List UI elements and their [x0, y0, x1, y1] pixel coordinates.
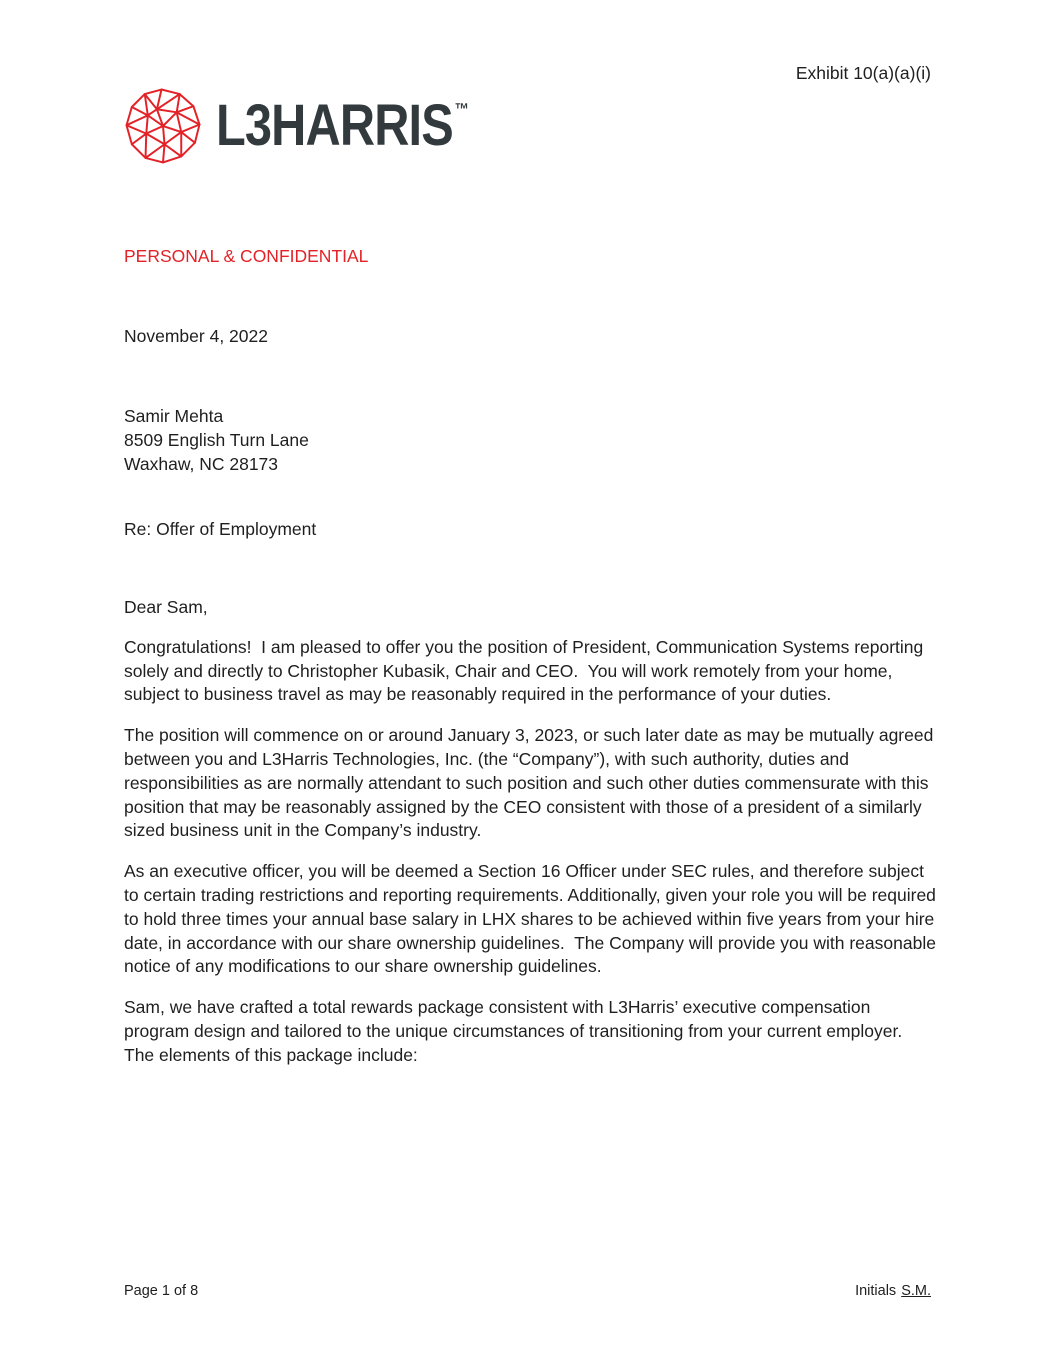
- recipient-address-block: [124, 404, 309, 476]
- geodesic-globe-icon: [124, 88, 202, 164]
- initials-label: Initials: [855, 1283, 897, 1299]
- subject-line: Re: Offer of Employment: [124, 519, 317, 539]
- logo-brand-text: L3HARRIS: [216, 93, 453, 158]
- paragraph-officer-requirements: As an executive officer, you will be deemed a Section 16 Officer under SEC rules, and therefore subject to certain trading restrictions and reporting requirements. Additionally, given your role you will be required to hold three times your annual base salary in LHX shares to be achieved within five years from your hire date, in accordance with our share ownership guidelines. The Company will provide you with reasonable notice of any modifications to our share ownership guidelines.: [124, 861, 941, 977]
- initials-block: [855, 1283, 931, 1299]
- letter-body: [124, 596, 941, 1085]
- letter-date: November 4, 2022: [124, 326, 268, 346]
- confidential-label: PERSONAL & CONFIDENTIAL: [124, 246, 369, 266]
- trademark-symbol: ™: [454, 100, 469, 119]
- salutation: Dear Sam,: [124, 597, 208, 617]
- page-footer: [124, 1283, 931, 1299]
- recipient-name: Samir Mehta: [124, 406, 224, 426]
- paragraph-rewards-package: Sam, we have crafted a total rewards package consistent with L3Harris’ executive compensation program design and tailored to the unique circumstances of transitioning from your current employer. The elements of this package include:: [124, 997, 912, 1065]
- paragraph-offer: Congratulations! I am pleased to offer you the position of President, Communication Systems reporting solely and directly to Christopher Kubasik, Chair and CEO. You will work remotely from your home, subject to business travel as may be reasonably required in the performance of your duties.: [124, 636, 929, 705]
- recipient-city: Waxhaw, NC 28173: [124, 454, 279, 474]
- paragraph-commencement: The position will commence on or around January 3, 2023, or such later date as may be mutually agreed between you and L3Harris Technologies, Inc. (the “Company”), with such authority, duties and responsibilities as are normally attendant to such position and such other duties commensurate with this position that may be reasonably assigned by the CEO consistent with those of a president of a similarly sized business unit in the Company’s industry.: [124, 725, 939, 841]
- page-number: Page 1 of 8: [124, 1283, 199, 1299]
- logo-wordmark: [216, 93, 469, 158]
- exhibit-label: Exhibit 10(a)(a)(i): [795, 63, 931, 83]
- company-logo: [124, 88, 517, 164]
- initials-value: S.M.: [901, 1283, 931, 1299]
- recipient-street: 8509 English Turn Lane: [124, 430, 309, 450]
